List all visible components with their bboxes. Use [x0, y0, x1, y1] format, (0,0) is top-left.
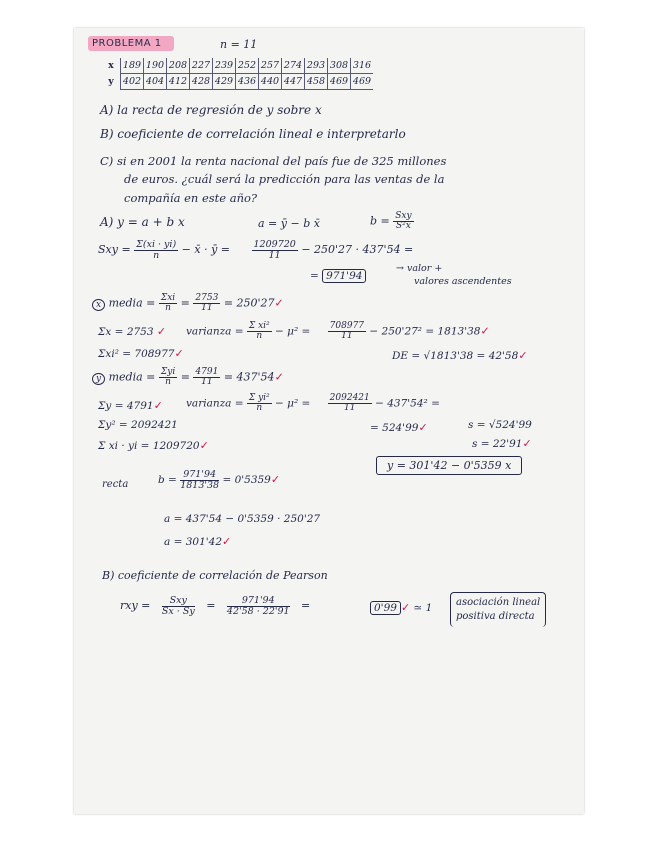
sum-x: Σx = 2753 ✓ — [98, 325, 167, 338]
question-a: A) la recta de regresión de y sobre x — [100, 103, 322, 117]
table-cell: 189 — [121, 58, 144, 74]
y-mean-line: y media = $\frac{\text{Σyi}}{n}$ = $\frac{4791}{11}$ = 437'54✓ — [92, 368, 284, 387]
y-variance-line: varianza = $\frac{\text{Σ yi²}}{n}$ − μ² = $\frac{2092421}{11}$ − 437'54² = — [186, 393, 440, 413]
table-cell: 428 — [190, 74, 213, 90]
table-row-x — [102, 58, 373, 74]
data-table — [102, 58, 373, 90]
table-cell: 308 — [328, 58, 351, 74]
table-cell: 227 — [190, 58, 213, 74]
table-cell: 402 — [121, 74, 144, 90]
table-cell: 239 — [213, 58, 236, 74]
table-cell: 274 — [282, 58, 305, 74]
s-y-root: s = √524'99 — [468, 419, 532, 431]
pearson-conclusion: asociación lineal positiva directa — [450, 592, 546, 627]
sxy-note-1: → valor + — [396, 263, 443, 274]
recta-label: recta — [102, 479, 129, 490]
table-cell: 440 — [259, 74, 282, 90]
table-cell: 469 — [351, 74, 374, 90]
x-variance-line: varianza = $\frac{\text{Σ xi²}}{n}$ − μ² = $\frac{708977}{11}$ − 250'27² = 1813'38✓ — [186, 321, 490, 341]
pearson-equation: rxy = $\frac{\text{Sxy}}{Sx \cdot Sy}$ = $\frac{971'94}{42'58 \cdot 22'91}$ = — [120, 595, 311, 617]
table-cell: 316 — [351, 58, 374, 74]
table-cell: 257 — [259, 58, 282, 74]
table-row-y — [102, 74, 373, 90]
sum-xy: Σ xi · yi = 1209720✓ — [98, 439, 209, 452]
table-label-y: y — [108, 76, 114, 87]
part-b-title: B) coeficiente de correlación de Pearson — [102, 569, 328, 582]
sxy-equation: Sxy = $\frac{\Sigma(xi \cdot yi)}{n}$ − x̄ · ȳ = $\frac{1209720}{11}$ − 250'27 · 437'54 = — [98, 239, 414, 261]
s-y-value: s = 22'91✓ — [472, 437, 532, 450]
a-result: a = 301'42✓ — [164, 535, 232, 548]
table-cell: 208 — [167, 58, 190, 74]
std-dev-x: DE = √1813'38 = 42'58✓ — [392, 349, 528, 362]
table-cell: 404 — [144, 74, 167, 90]
table-cell: 458 — [305, 74, 328, 90]
table-cell: 429 — [213, 74, 236, 90]
model-line: A) y = a + b x — [100, 215, 185, 229]
table-cell: 447 — [282, 74, 305, 90]
problem-tag: PROBLEMA 1 — [88, 36, 174, 51]
a-calc: a = 437'54 − 0'5359 · 250'27 — [164, 513, 321, 525]
table-cell: 436 — [236, 74, 259, 90]
a-formula: a = ȳ − b x̄ — [258, 217, 320, 230]
sxy-note-2: valores ascendentes — [414, 276, 512, 287]
regression-result: y = 301'42 − 0'5359 x — [376, 456, 522, 475]
question-c-line2: de euros. ¿cuál será la predicción para las ventas de la — [124, 172, 445, 186]
sum-y: Σy = 4791✓ — [98, 399, 163, 412]
table-cell: 412 — [167, 74, 190, 90]
b-formula: b = $\frac{\text{Sxy}}{\text{S²x}}$ — [370, 211, 412, 231]
question-b: B) coeficiente de correlación lineal e interpretarlo — [100, 127, 406, 141]
table-label-x: x — [108, 60, 114, 72]
x-mean-line: x media = $\frac{\text{Σxi}}{n}$ = $\frac{2753}{11}$ = 250'27✓ — [92, 294, 284, 313]
b-calc: b = $\frac{971'94}{1813'38}$ = 0'5359✓ — [158, 469, 281, 491]
sxy-result-box: = 971'94 — [310, 271, 366, 282]
table-cell: 469 — [328, 74, 351, 90]
table-cell: 190 — [144, 58, 167, 74]
y-variance-value: = 524'99✓ — [370, 421, 428, 434]
notebook-page — [74, 28, 584, 814]
table-cell: 252 — [236, 58, 259, 74]
sum-x2: Σxi² = 708977✓ — [98, 347, 184, 360]
question-c-line1: C) si en 2001 la renta nacional del país fue de 325 millones — [100, 154, 447, 168]
sum-y2: Σy² = 2092421 — [98, 419, 178, 431]
n-note: n = 11 — [220, 38, 258, 51]
question-c-line3: compañía en este año? — [124, 191, 258, 205]
pearson-result: 0'99 ✓ ≃ 1 — [370, 602, 432, 614]
table-cell: 293 — [305, 58, 328, 74]
